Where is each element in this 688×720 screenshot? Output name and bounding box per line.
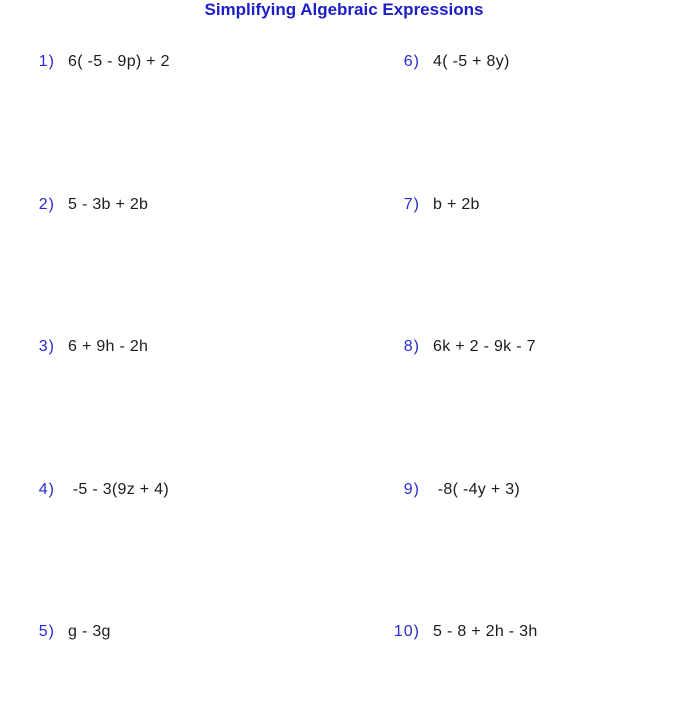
problem-number: 1) xyxy=(38,53,55,70)
problem-number: 10) xyxy=(393,623,420,640)
problem-expression: 6 + 9h - 2h xyxy=(68,338,149,355)
problem-row-7 xyxy=(385,194,480,216)
problem-row-8 xyxy=(385,336,536,358)
problem-row-6 xyxy=(385,51,510,73)
problem-number: 5) xyxy=(38,623,55,640)
problem-expression: 4( -5 + 8y) xyxy=(433,53,510,70)
problem-row-10 xyxy=(385,621,538,643)
problem-row-4 xyxy=(20,479,169,501)
problem-expression: 5 - 8 + 2h - 3h xyxy=(433,623,538,640)
problem-expression: b + 2b xyxy=(433,196,480,213)
problem-expression: -8( -4y + 3) xyxy=(433,481,521,498)
problem-expression: -5 - 3(9z + 4) xyxy=(68,481,169,498)
problem-expression: 6k + 2 - 9k - 7 xyxy=(433,338,536,355)
problem-number: 7) xyxy=(403,196,420,213)
problem-row-5 xyxy=(20,621,111,643)
problem-number: 2) xyxy=(38,196,55,213)
problem-expression: g - 3g xyxy=(68,623,111,640)
page-title: Simplifying Algebraic Expressions xyxy=(204,0,484,19)
problem-number: 4) xyxy=(38,481,55,498)
problem-number: 9) xyxy=(403,481,420,498)
problem-row-9 xyxy=(385,479,520,501)
problem-expression: 6( -5 - 9p) + 2 xyxy=(68,53,170,70)
problem-number: 3) xyxy=(38,338,55,355)
problem-number: 6) xyxy=(403,53,420,70)
problem-expression: 5 - 3b + 2b xyxy=(68,196,149,213)
problem-row-3 xyxy=(20,336,148,358)
problem-row-1 xyxy=(20,51,170,73)
problem-number: 8) xyxy=(403,338,420,355)
problem-row-2 xyxy=(20,194,148,216)
